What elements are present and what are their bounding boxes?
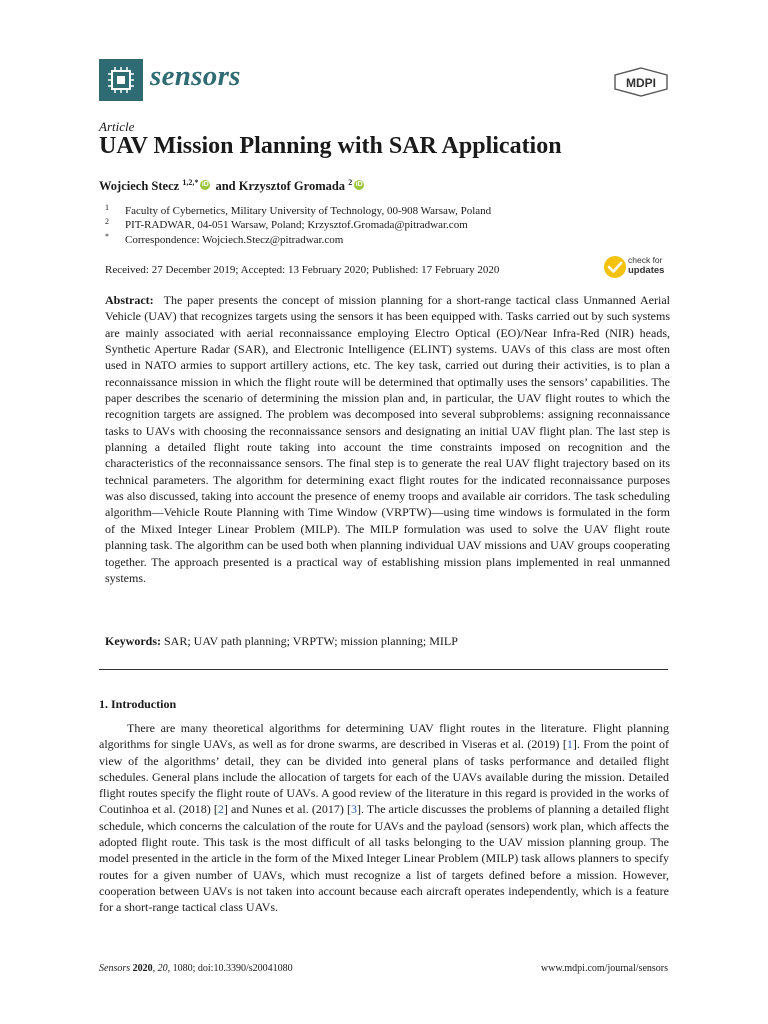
footer-citation: Sensors 2020, 20, 1080; doi:10.3390/s20041080 (99, 963, 293, 974)
publication-dates: Received: 27 December 2019; Accepted: 13 February 2020; Published: 17 February 2020 (105, 264, 500, 276)
check-for-updates-icon[interactable] (603, 255, 627, 284)
footer-url-link[interactable]: www.mdpi.com/journal/sensors (540, 963, 668, 974)
orcid-icon[interactable]: iD (355, 181, 363, 189)
affiliation-mark: * (105, 232, 109, 241)
affiliation-text: PIT-RADWAR, 04-051 Warsaw, Poland; Krzysztof.Gromada@pitradwar.com (125, 219, 468, 231)
article-type: Article (99, 119, 135, 134)
footer-doi: , 1080; doi:10.3390/s20041080 (167, 963, 293, 974)
check-for-updates-line1: check for (628, 255, 663, 265)
author-list (99, 178, 366, 194)
journal-name: sensors (150, 60, 241, 92)
abstract (105, 292, 670, 586)
citation-link[interactable]: 1 (566, 737, 573, 752)
orcid-icon[interactable]: iD (201, 181, 209, 189)
keywords (105, 634, 458, 649)
article-title: UAV Mission Planning with SAR Application (99, 133, 562, 159)
check-for-updates-button[interactable] (628, 255, 664, 276)
intro-text: There are many theoretical algorithms for determining UAV flight routes in the literature. Flight planning algorithms for single UAVs, as well as for drone swarms, are described in Viseras et al. (2019) [ (99, 721, 669, 752)
divider (99, 669, 668, 670)
intro-text: ]. From the point of view of the algorithms’ detail, they can be divided into general plans of tasks performance and detailed flight schedules. General plans include the allocation of targets for each of the UAVs available during the mission. Detailed flight routes specify the flight route of UAVs. A good review of the literature in this regard is provided in the works of Coutinhoa et al. (2018) [ (99, 737, 669, 817)
author-name[interactable]: Krzysztof Gromada (238, 179, 346, 194)
affiliation-text: Faculty of Cybernetics, Military University of Technology, 00-908 Warsaw, Poland (125, 205, 492, 217)
footer-volume: 20 (157, 963, 168, 974)
citation-link[interactable]: 2 (217, 802, 224, 817)
mdpi-logo-icon (612, 67, 670, 102)
introduction-paragraph (99, 720, 669, 916)
sensors-logo-icon (99, 59, 143, 101)
author-affiliation-mark: 1,2,* (182, 178, 199, 187)
citation-link[interactable]: 3 (350, 802, 357, 817)
author-name[interactable]: Wojciech Stecz (99, 179, 180, 194)
affiliation-mark: 1 (105, 203, 109, 212)
abstract-text: The paper presents the concept of mission planning for a short-range tactical class Unmanned Aerial Vehicle (UAV) that recognizes targets using the sensors it has been equipped with. Tasks carried out by such systems are mainly associated with aerial reconnaissance employing Electro Optical (EO)/Near Infra-Red (NIR) heads, Synthetic Aperture Radar (SAR), and Electronic Intelligence (ELINT) systems. UAVs of this class are most often used in NATO armies to support artillery actions, etc. The key task, carried out during their activities, is to plan a reconnaissance mission in which the flight route will be determined that optimally uses the sensors’ capabilities. The paper describes the scenario of determining the mission plan and, in particular, the UAV flight routes to which the recognition targets are assigned. The problem was decomposed into several subproblems: assigning reconnaissance tasks to UAVs with choosing the reconnaissance sensors and designating an initial UAV flight plan. The last step is planning a detailed flight route taking into account the time constraints imposed on recognition and the characteristics of the reconnaissance sensors. The final step is to generate the real UAV flight trajectory based on its technical parameters. The algorithm for determining exact flight routes for the indicated reconnaissance purposes was also discussed, taking into account the presence of enemy troops and available air corridors. The task scheduling algorithm—Vehicle Route Planning with Time Window (VRPTW)—using time windows is formulated in the form of the Mixed Integer Linear Problem (MILP). The MILP formulation was used to solve the UAV flight route planning task. The algorithm can be used both when planning individual UAV missions and UAV groups cooperating together. The approach presented is a practical way of establishing mission plans implemented in real unmanned systems. (105, 293, 670, 585)
section-heading-introduction: 1. Introduction (99, 697, 177, 711)
author-affiliation-mark: 2 (348, 178, 353, 187)
keywords-label: Keywords: (105, 634, 161, 648)
check-for-updates-line2: updates (628, 265, 665, 276)
correspondence-text: Correspondence: Wojciech.Stecz@pitradwar.com (125, 234, 344, 246)
footer-year: 2020 (132, 963, 153, 974)
mdpi-logo-text: MDPI (626, 76, 656, 90)
intro-text: ]. The article discusses the problems of planning a detailed flight schedule, which concerns the calculation of the route for UAVs and the payload (sensors) work plan, which affects the adopted flight route. This task is the most difficult of all tasks belonging to the UAV mission planning group. The model presented in the article in the form of the Mixed Integer Linear Problem (MILP) task allows planners to specify routes for a given number of UAVs, which must recognize a list of targets defined before a mission. However, cooperation between UAVs is not taken into account because each aircraft operates independently, which is a feature for a short-range tactical class UAVs. (99, 802, 670, 915)
affiliation-item (105, 203, 491, 217)
intro-text: ] and Nunes et al. (2017) [ (223, 802, 351, 817)
affiliation-item (105, 217, 468, 231)
abstract-label: Abstract: (105, 293, 154, 307)
author-connector: and (215, 179, 236, 194)
footer-journal: Sensors (99, 963, 131, 974)
affiliation-mark: 2 (105, 217, 109, 226)
correspondence-item (105, 232, 343, 246)
keywords-text: SAR; UAV path planning; VRPTW; mission planning; MILP (164, 634, 458, 648)
